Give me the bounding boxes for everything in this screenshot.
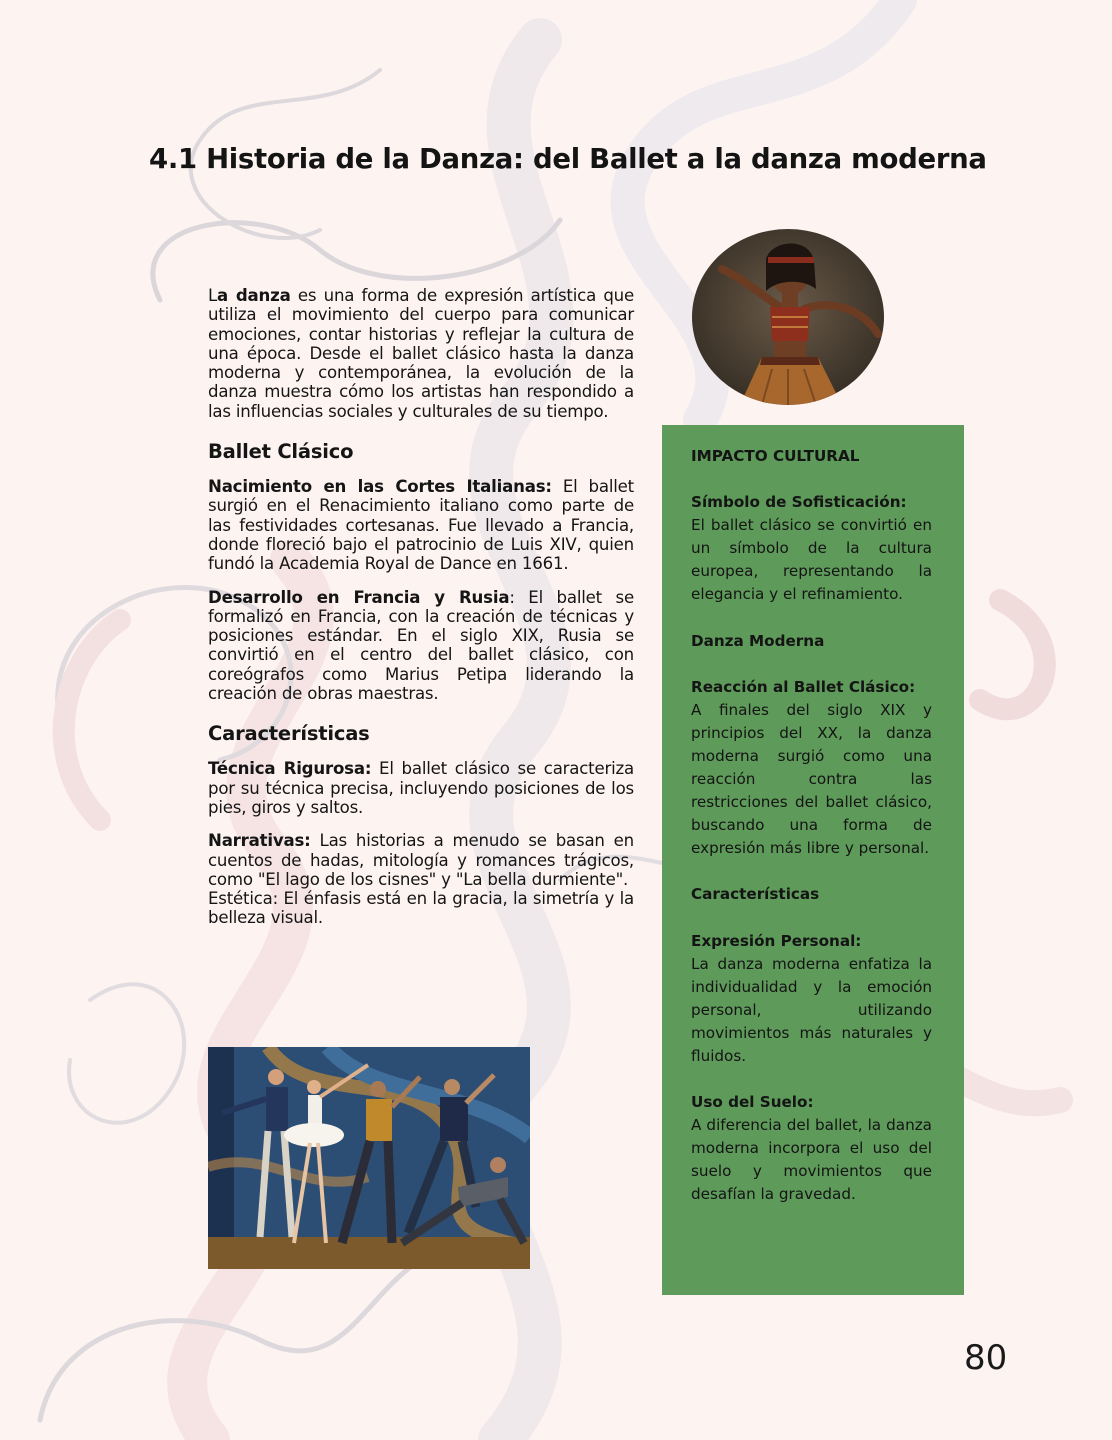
reaccion-text: A finales del siglo XIX y principios del XX, la danza moderna surgió como una reacción contra las restricciones del ballet clásico, buscando una forma de expresión más libre y personal. bbox=[691, 700, 932, 858]
ballet-heading: Ballet Clásico bbox=[208, 440, 354, 464]
simbolo-text: El ballet clásico se convirtió en un símbolo de la cultura europea, representando la elegancia y el refinamiento. bbox=[691, 516, 932, 604]
desarrollo-paragraph bbox=[208, 588, 634, 704]
suelo-text: A diferencia del ballet, la danza moderna incorpora el uso del suelo y movimientos que desafían la gravedad. bbox=[691, 1116, 932, 1204]
sidebar-title: IMPACTO CULTURAL bbox=[691, 447, 860, 465]
expresion-label: Expresión Personal: bbox=[691, 931, 862, 950]
nacimiento-text: El ballet surgió en el Renacimiento italiano como parte de las festividades cortesanas. Fue llevado a Francia, donde floreció bajo el patrocinio de Luis XIV, quien fundó la Academia Royal de Dance en 1661. bbox=[208, 477, 634, 574]
expresion-text: La danza moderna enfatiza la individualidad y la emoción personal, utilizando movimientos más naturales y fluidos. bbox=[691, 954, 932, 1065]
impacto-cultural-sidebar bbox=[662, 425, 964, 1295]
moderna-heading: Danza Moderna bbox=[691, 631, 825, 650]
page-number: 80 bbox=[964, 1338, 1008, 1378]
narrativas-text: Las historias a menudo se basan en cuentos de hadas, mitología y romances trágicos, como "El lago de los cisnes" y "La bella durmiente". bbox=[208, 831, 634, 889]
page-title: 4.1 Historia de la Danza: del Ballet a la danza moderna bbox=[149, 143, 987, 175]
narrativas-label: Narrativas: bbox=[208, 831, 311, 851]
tecnica-label: Técnica Rigurosa: bbox=[208, 759, 372, 779]
estetica-paragraph: Estética: El énfasis está en la gracia, la simetría y la belleza visual. bbox=[208, 889, 634, 928]
nacimiento-label: Nacimiento en las Cortes Italianas: bbox=[208, 477, 552, 497]
caracteristicas-heading: Características bbox=[208, 722, 370, 746]
tecnica-text: El ballet clásico se caracteriza por su técnica precisa, incluyendo posiciones de los pies, giros y saltos. bbox=[208, 759, 634, 817]
dancer-portrait-image bbox=[692, 229, 884, 405]
intro-lead-bold: a danza bbox=[217, 286, 291, 305]
ballet-painting-image bbox=[208, 1047, 530, 1269]
intro-paragraph bbox=[208, 286, 634, 421]
narrativas-paragraph bbox=[208, 831, 634, 889]
reaccion-label: Reacción al Ballet Clásico: bbox=[691, 677, 916, 696]
sidebar-caracteristicas-heading: Características bbox=[691, 885, 820, 904]
nacimiento-paragraph bbox=[208, 477, 634, 573]
desarrollo-label: Desarrollo en Francia y Rusia bbox=[208, 587, 510, 607]
main-text-column bbox=[208, 286, 634, 928]
desarrollo-text: : El ballet se formalizó en Francia, con la creación de técnicas y posiciones estándar. En el siglo XIX, Rusia se convirtió en el centro del ballet clásico, con coreógrafos como Marius Petipa liderando la creación de obras maestras. bbox=[208, 587, 634, 704]
suelo-label: Uso del Suelo: bbox=[691, 1093, 814, 1112]
intro-lead-letter: L bbox=[208, 286, 218, 305]
tecnica-paragraph bbox=[208, 759, 634, 817]
simbolo-label: Símbolo de Sofisticación: bbox=[691, 493, 907, 512]
intro-text: es una forma de expresión artística que utiliza el movimiento del cuerpo para comunicar emociones, contar historias y reflejar la cultura de una época. Desde el ballet clásico hasta la danza moderna y contemporánea, la evolución de la danza muestra cómo los artistas han respondido a las influencias sociales y culturales de su tiempo. bbox=[208, 286, 634, 421]
